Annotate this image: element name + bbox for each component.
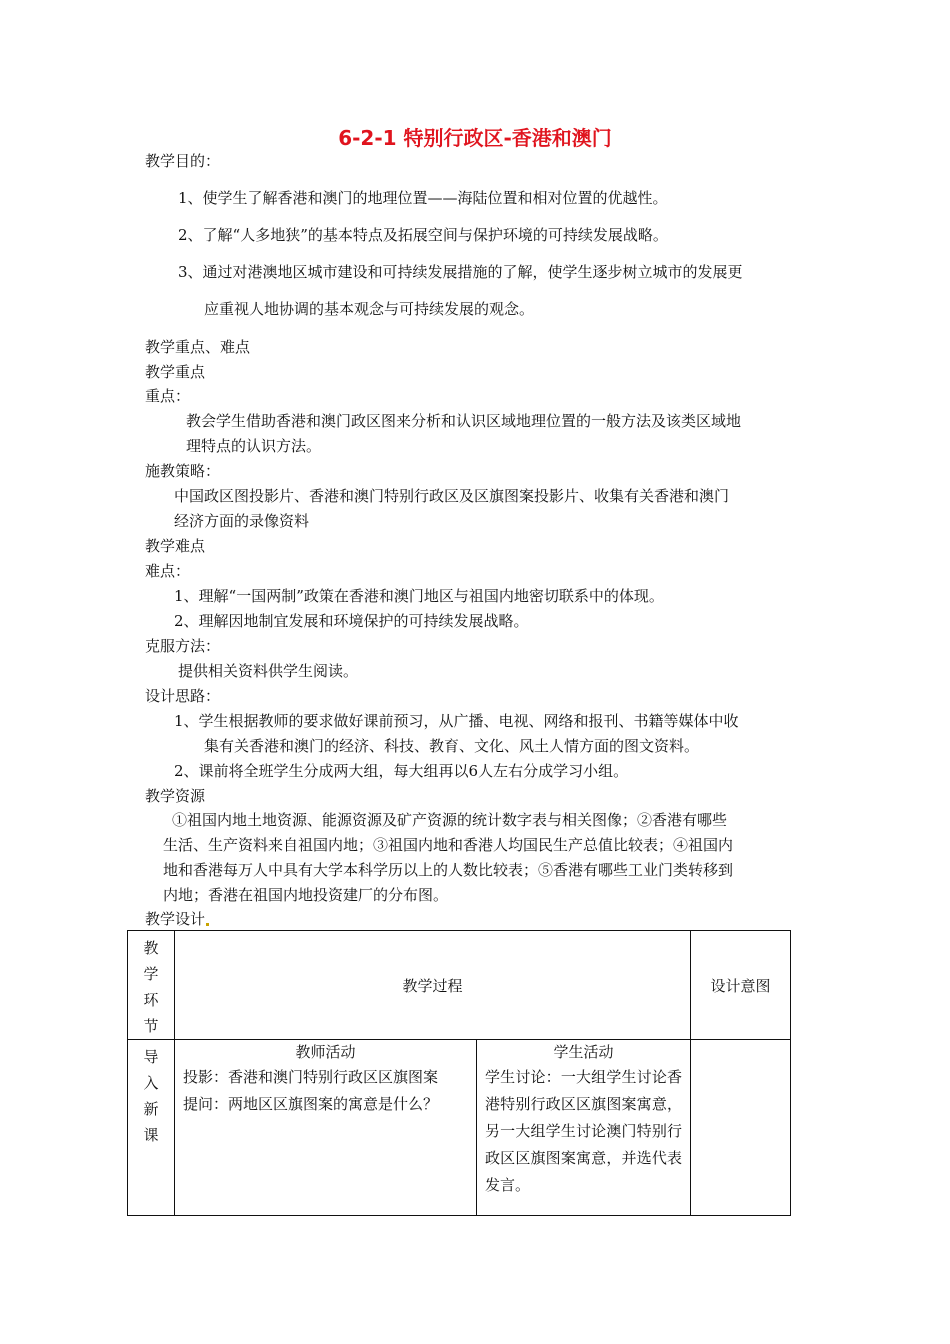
- key-points-heading: 教学重点: [145, 363, 206, 381]
- header-stage-char-4: 节: [143, 1017, 159, 1035]
- overcome-label: 克服方法：: [145, 637, 221, 655]
- header-stage-char-2: 学: [143, 965, 159, 983]
- design-item-1-line-2: 集有关香港和澳门的经济、科技、教育、文化、风土人情方面的图文资料。: [204, 737, 700, 755]
- goals-heading: 教学目的：: [145, 152, 221, 170]
- header-process-cell: 教学过程: [175, 931, 691, 1040]
- student-activity-text-1: 学生讨论：一大组学生讨论香港特别行政区区旗图案寓意，另一大组学生讨论澳门特别行政区区旗图案寓意，并选代表发言。: [485, 1068, 683, 1194]
- lesson-design-label: 教学设计: [145, 909, 210, 929]
- goal-item-3-line-2: 应重视人地协调的基本观念与可持续发展的观念。: [204, 300, 535, 318]
- resources-line-4: 内地；香港在祖国内地投资建厂的分布图。: [163, 886, 449, 904]
- teacher-activity-title: 教师活动: [295, 1043, 356, 1061]
- difficulty-heading: 教学难点: [145, 537, 206, 555]
- strategy-text-line-2: 经济方面的录像资料: [174, 512, 310, 530]
- key-difficulty-heading: 教学重点、难点: [145, 338, 251, 356]
- resources-line-1: ①祖国内地土地资源、能源资源及矿产资源的统计数字表与相关图像；②香港有哪些: [172, 811, 728, 829]
- goal-item-3-line-1: 3、通过对港澳地区城市建设和可持续发展措施的了解，使学生逐步树立城市的发展更: [178, 263, 743, 281]
- yellow-mark: [206, 923, 209, 926]
- design-item-1-line-1: 1、学生根据教师的要求做好课前预习，从广播、电视、网络和报刊、书籍等媒体中收: [174, 712, 739, 730]
- teacher-activity-cell: [175, 1040, 477, 1216]
- header-stage-char-3: 环: [143, 991, 159, 1009]
- teacher-activity-text-2: 提问：两地区区旗图案的寓意是什么？: [183, 1095, 439, 1113]
- lesson-table: [127, 930, 791, 1216]
- goal-item-1: 1、使学生了解香港和澳门的地理位置——海陆位置和相对位置的优越性。: [178, 189, 668, 207]
- row1-stage-char-2: 入: [143, 1074, 159, 1092]
- header-stage-cell: [128, 931, 175, 1040]
- teacher-activity-text-1: 投影：香港和澳门特别行政区区旗图案: [183, 1068, 439, 1086]
- page-title: 6-2-1 特别行政区-香港和澳门: [338, 126, 612, 150]
- row1-stage-char-4: 课: [143, 1126, 159, 1144]
- row1-stage-char-3: 新: [143, 1100, 159, 1118]
- table-row: [128, 1040, 791, 1216]
- key-points-text-line-1: 教会学生借助香港和澳门政区图来分析和认识区域地理位置的一般方法及该类区域地: [186, 412, 742, 430]
- resources-line-3: 地和香港每万人中具有大学本科学历以上的人数比较表；⑤香港有哪些工业门类转移到: [163, 861, 734, 879]
- resources-heading: 教学资源: [145, 787, 206, 805]
- difficulty-item-1: 1、理解“一国两制”政策在香港和澳门地区与祖国内地密切联系中的体现。: [174, 587, 664, 605]
- key-points-label: 重点：: [145, 387, 191, 405]
- design-item-2: 2、课前将全班学生分成两大组，每大组再以6人左右分成学习小组。: [174, 762, 629, 780]
- resources-line-2: 生活、生产资料来自祖国内地；③祖国内地和香港人均国民生产总值比较表；④祖国内: [163, 836, 734, 854]
- difficulty-label: 难点：: [145, 562, 191, 580]
- header-intent-cell: 设计意图: [691, 931, 791, 1040]
- table-header-row: [128, 931, 791, 1040]
- strategy-label: 施教策略：: [145, 462, 221, 480]
- student-activity-cell: [477, 1040, 691, 1216]
- row1-stage-char-1: 导: [143, 1048, 159, 1066]
- difficulty-item-2: 2、理解因地制宜发展和环境保护的可持续发展战略。: [174, 612, 529, 630]
- goal-item-2: 2、了解“人多地狭”的基本特点及拓展空间与保护环境的可持续发展战略。: [178, 226, 668, 244]
- strategy-text-line-1: 中国政区图投影片、香港和澳门特别行政区及区旗图案投影片、收集有关香港和澳门: [174, 487, 730, 505]
- header-stage-char-1: 教: [143, 939, 159, 957]
- row1-stage-cell: [128, 1040, 175, 1216]
- student-activity-title: 学生活动: [553, 1043, 614, 1061]
- row1-intent-cell: [691, 1040, 791, 1216]
- overcome-text: 提供相关资料供学生阅读。: [178, 662, 359, 680]
- key-points-text-line-2: 理特点的认识方法。: [186, 437, 322, 455]
- design-label: 设计思路：: [145, 687, 221, 705]
